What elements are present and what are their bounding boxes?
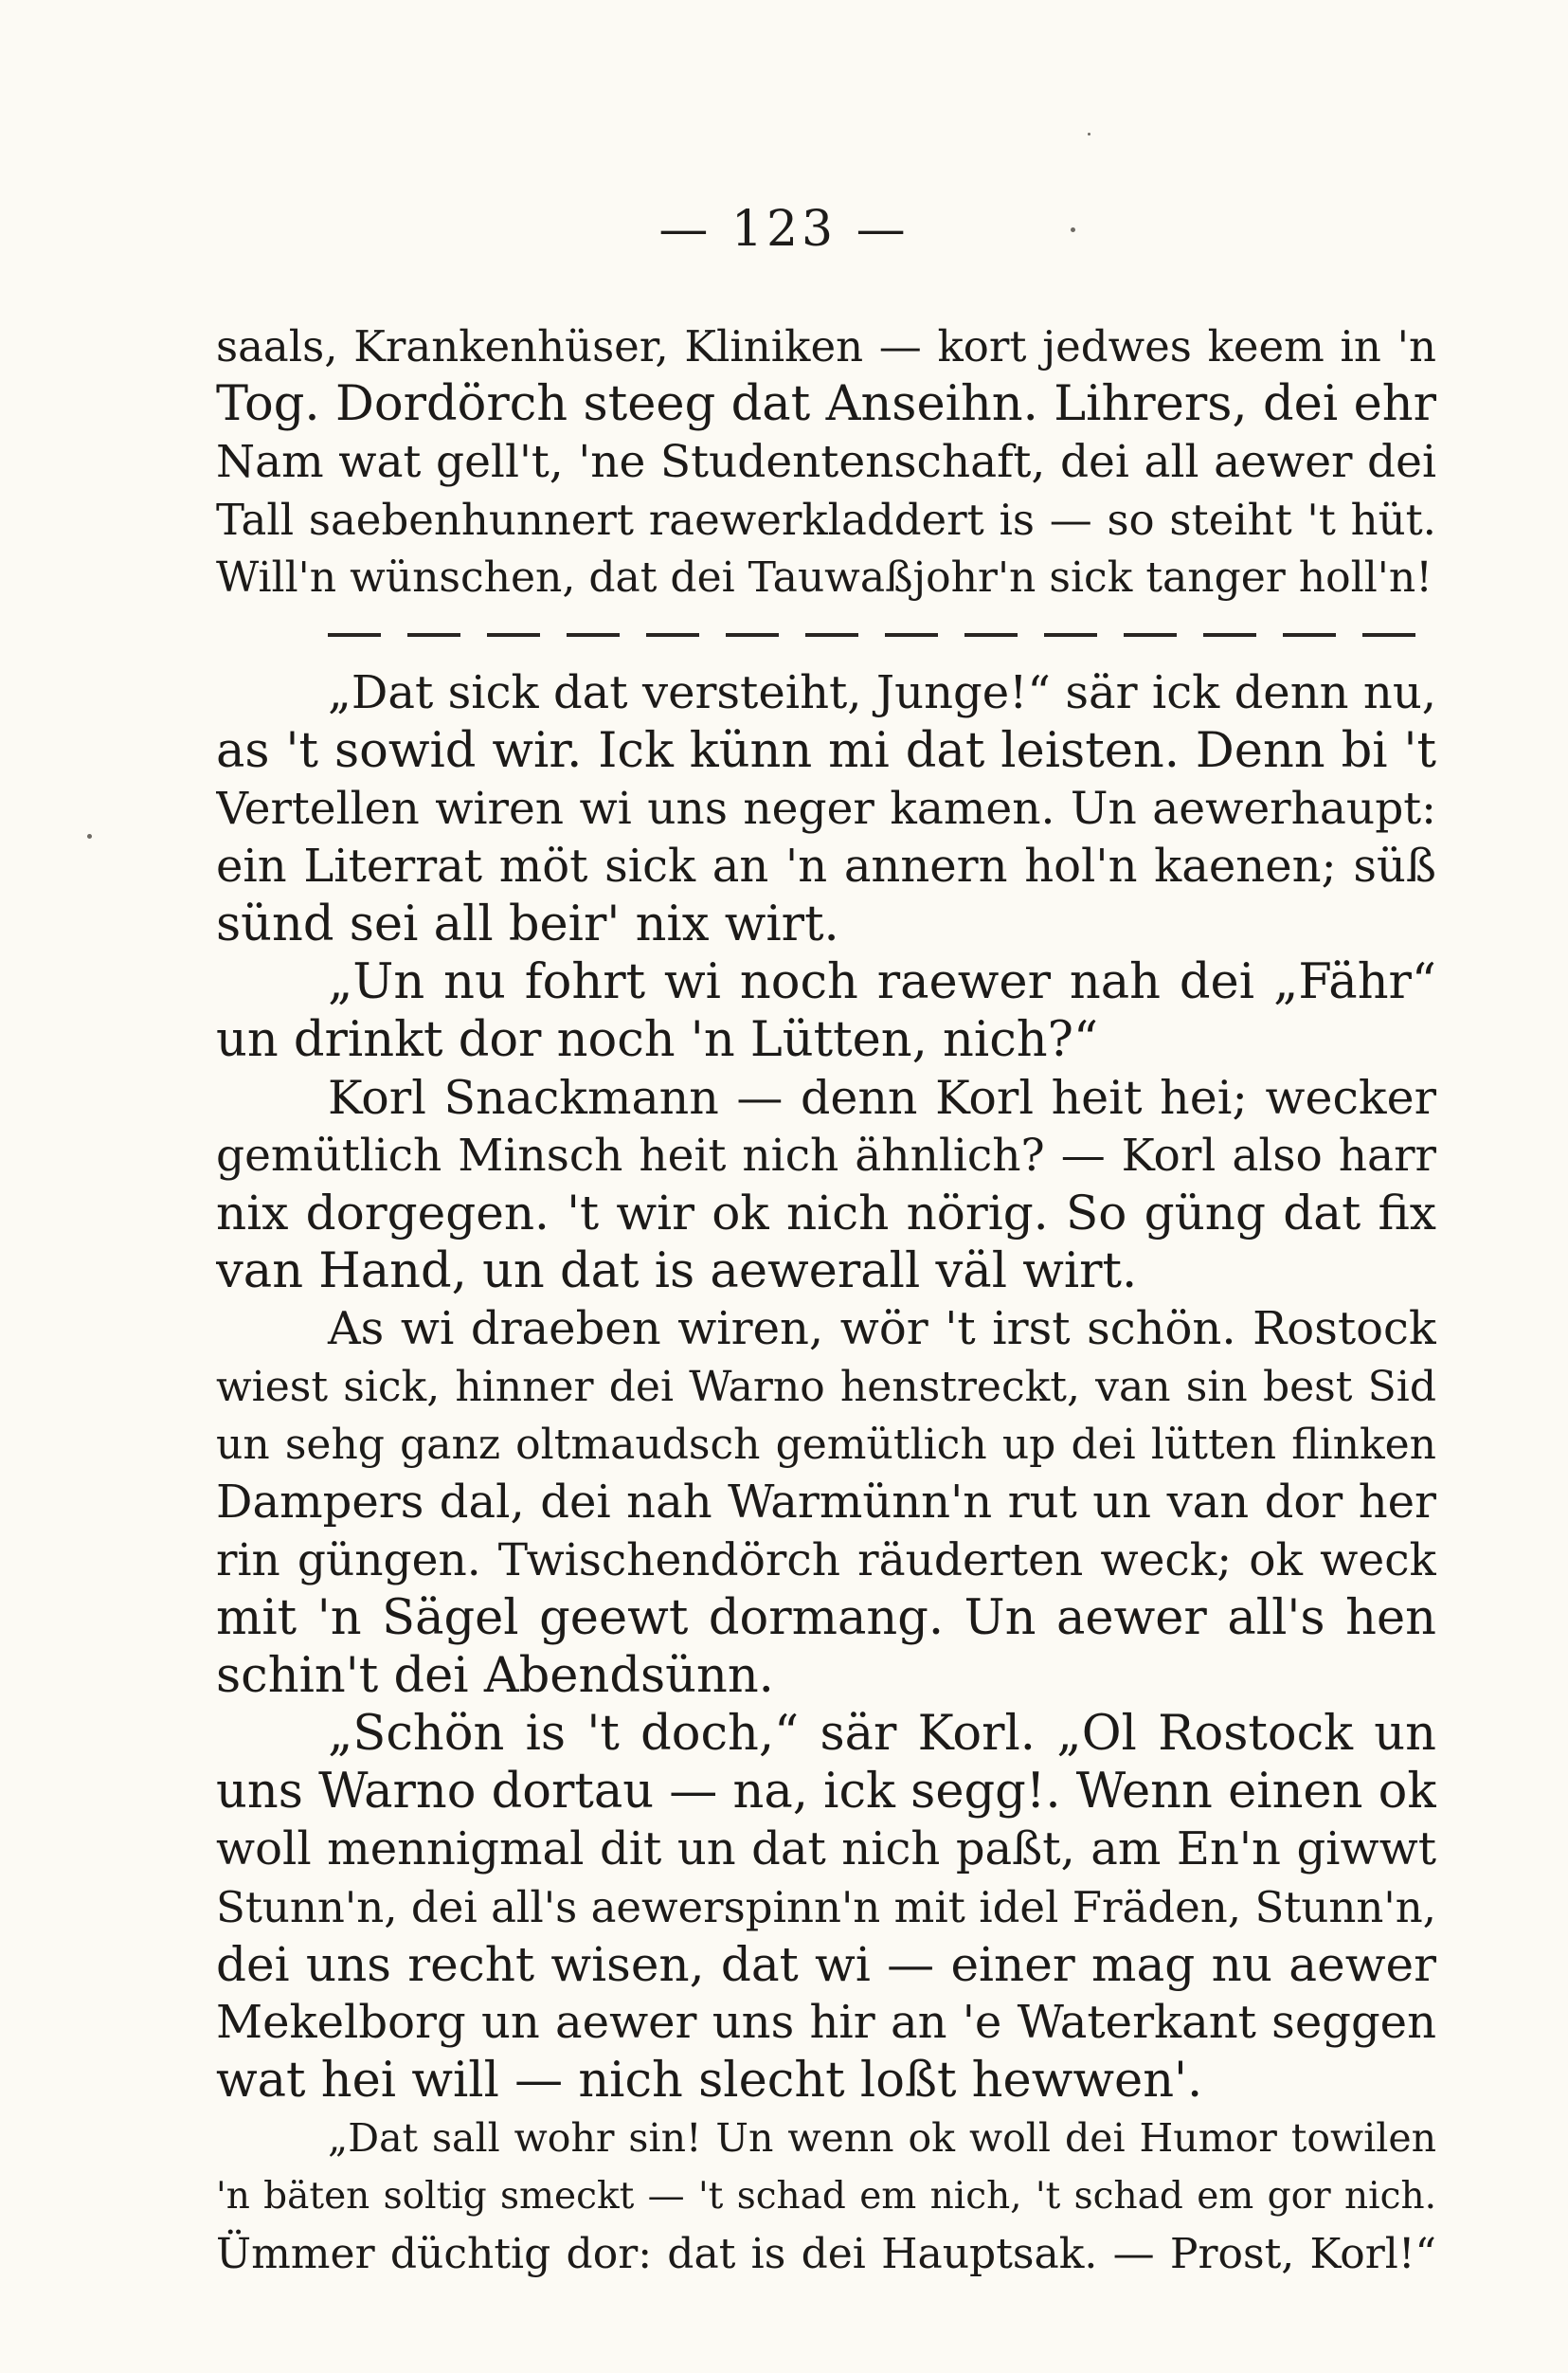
text-line: Dampers dal, dei nah Warmünn'n rut un van dor her [216, 1476, 1436, 1529]
text-line: Tog. Dordörch steeg dat Anseihn. Lihrers, dei ehr [216, 376, 1436, 432]
text-line: nix dorgegen. 't wir ok nich nörig. So güng dat fix [216, 1186, 1436, 1241]
text-line: rin güngen. Twischendörch räuderten weck; ok weck [216, 1534, 1436, 1586]
text-line: Ümmer düchtig dor: dat is dei Hauptsak. — Prost, Korl!“ [216, 2230, 1436, 2278]
text-line: as 't sowid wir. Ick künn mi dat leisten. Denn bi 't [216, 723, 1436, 779]
text-line: gemütlich Minsch heit nich ähnlich? — Korl also harr [216, 1130, 1436, 1182]
text-line: wat hei will — nich slecht loßt hewwen'. [216, 2053, 1203, 2109]
page-number: — 123 — [658, 201, 910, 258]
text-line: „Dat sall wohr sin! Un wenn ok woll dei Humor towilen [328, 2115, 1436, 2161]
text-line: Korl Snackmann — denn Korl heit hei; wecker [328, 1071, 1436, 1125]
text-line: van Hand, un dat is aewerall väl wirt. [216, 1243, 1138, 1299]
text-line: ein Literrat möt sick an 'n annern hol'n kaenen; süß [216, 840, 1436, 893]
text-line: Stunn'n, dei all's aewerspinn'n mit idel Fräden, Stunn'n, [216, 1882, 1436, 1932]
text-line: saals, Krankenhüser, Kliniken — kort jedwes keem in 'n [216, 321, 1436, 371]
text-line: uns Warno dortau — na, ick segg!. Wenn einen ok [216, 1764, 1436, 1820]
text-line: „Dat sick dat versteiht, Junge!“ sär ick denn nu, [328, 666, 1436, 719]
text-line: sünd sei all beir' nix wirt. [216, 897, 839, 952]
text-line: Will'n wünschen, dat dei Tauwaßjohr'n sick tanger holl'n! [216, 553, 1433, 602]
text-line: mit 'n Sägel geewt dormang. Un aewer all's hen [216, 1590, 1436, 1646]
text-line: un drinkt dor noch 'n Lütten, nich?“ [216, 1012, 1099, 1068]
text-line: Tall saebenhunnert raewerkladdert is — so steiht 't hüt. [216, 495, 1436, 545]
paper-speck [1088, 133, 1090, 136]
text-line: Vertellen wiren wi uns neger kamen. Un aewerhaupt: [216, 783, 1436, 835]
text-line: As wi draeben wiren, wör 't irst schön. Rostock [328, 1302, 1436, 1355]
paper-speck [87, 834, 92, 839]
body-text [216, 317, 1436, 2283]
text-line: 'n bäten soltig smeckt — 't schad em nich, 't schad em gor nich. [216, 2175, 1436, 2218]
text-line: Nam wat gell't, 'ne Studentenschaft, dei all aewer dei [216, 436, 1436, 488]
text-line: Mekelborg un aewer uns hir an 'e Waterkant seggen [216, 1996, 1436, 2049]
text-line: dei uns recht wisen, dat wi — einer mag nu aewer [216, 1937, 1436, 1992]
text-line: „Un nu fohrt wi noch raewer nah dei „Fähr“ [328, 954, 1436, 1010]
section-divider [216, 607, 1436, 664]
text-line: wiest sick, hinner dei Warno henstreckt, van sin best Sid [216, 1363, 1436, 1411]
text-line: „Schön is 't doch,“ sär Korl. „Ol Rostock un [328, 1706, 1436, 1762]
text-line: schin't dei Abendsünn. [216, 1648, 774, 1704]
text-line: un sehg ganz oltmaudsch gemütlich up dei lütten flinken [216, 1421, 1436, 1469]
paper-speck [1071, 227, 1075, 232]
text-line: woll mennigmal dit un dat nich paßt, am En'n giwwt [216, 1822, 1436, 1875]
